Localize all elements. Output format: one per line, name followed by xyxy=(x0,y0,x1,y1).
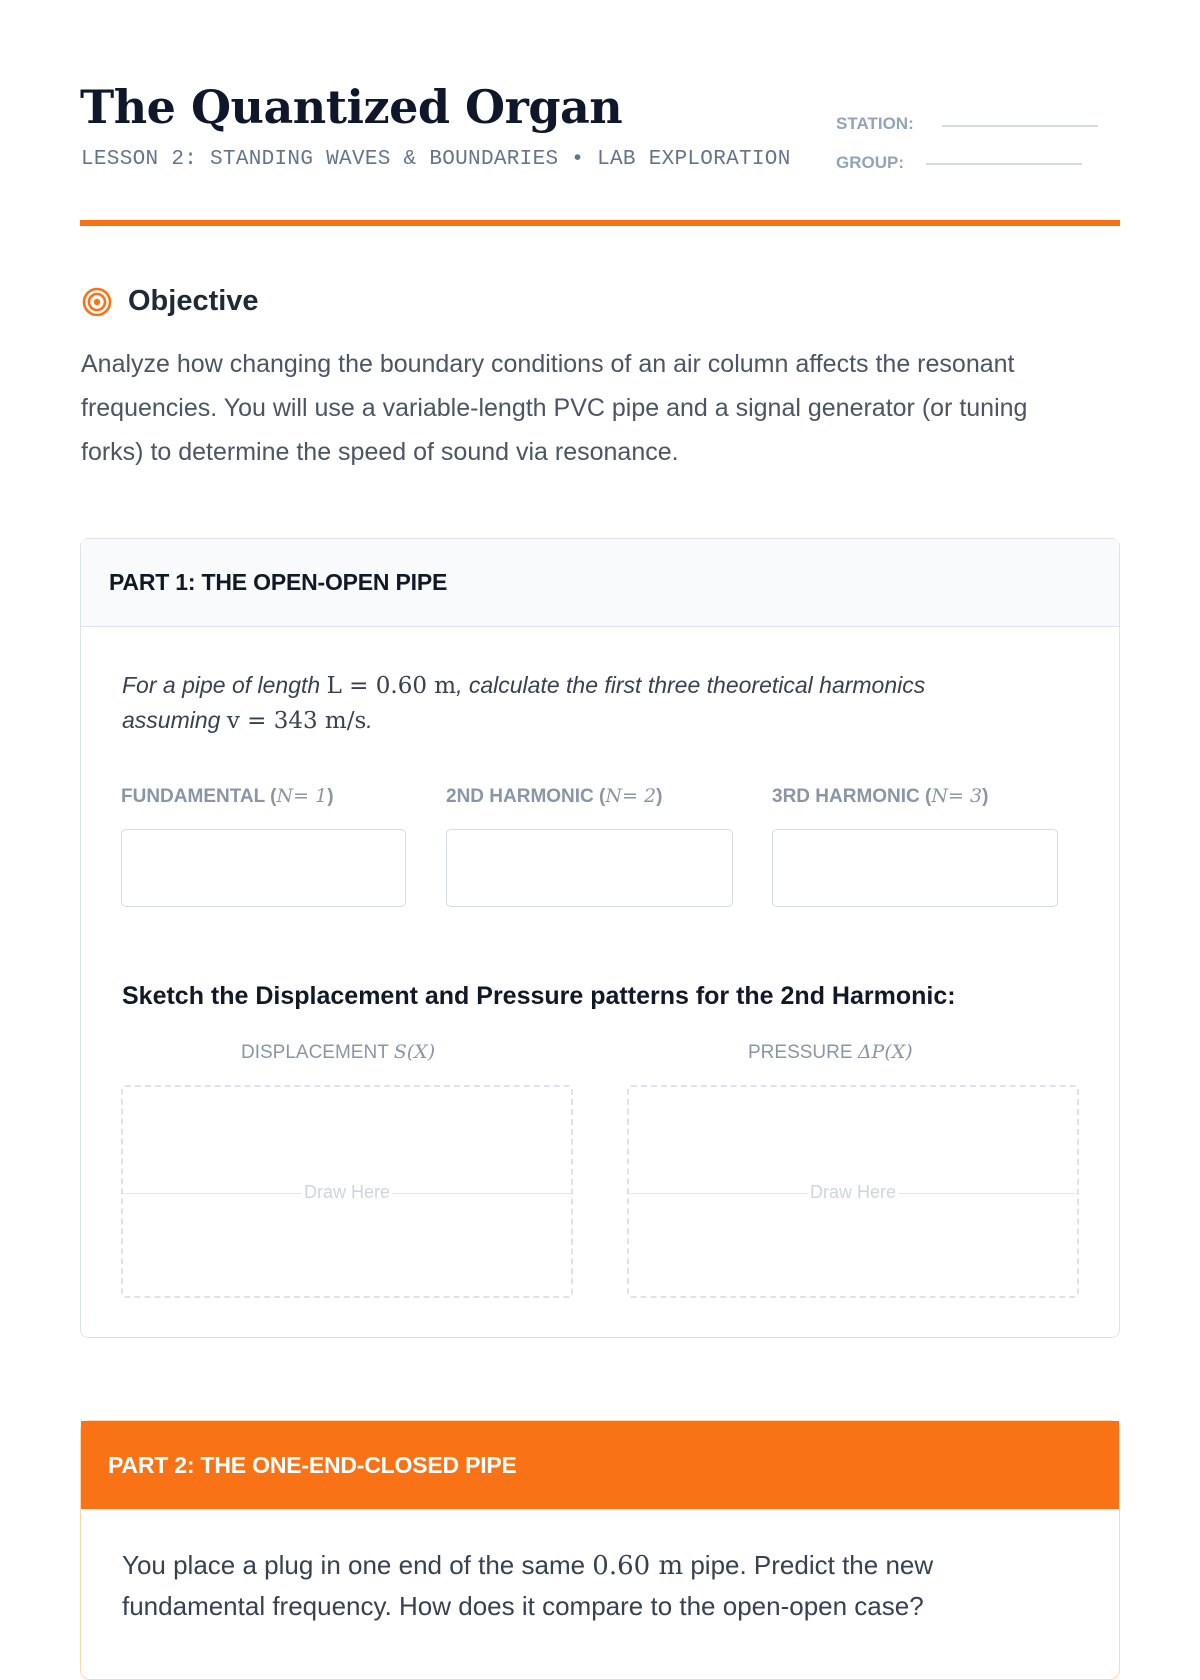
part1-title: PART 1: THE OPEN-OPEN PIPE xyxy=(109,569,448,595)
part1-instructions: For a pipe of length L = 0.60 m, calculate the first three theoretical harmonics assuming v = 343 m/s. xyxy=(122,672,926,734)
target-icon xyxy=(82,287,112,317)
displacement-sketch-area[interactable] xyxy=(121,1085,573,1298)
fundamental-input[interactable] xyxy=(121,829,406,907)
part1-header xyxy=(81,539,1119,627)
group-field[interactable] xyxy=(926,163,1082,165)
third-harmonic-input[interactable] xyxy=(772,829,1058,907)
station-label: STATION: xyxy=(836,114,914,133)
page-title: The Quantized Organ xyxy=(80,80,623,134)
objective-heading: Objective xyxy=(128,285,259,317)
station-field[interactable] xyxy=(942,125,1098,127)
group-label: GROUP: xyxy=(836,153,904,172)
part2-question: You place a plug in one end of the same 0.60 m pipe. Predict the new fundamental frequency. How does it compare to the open-open case? xyxy=(122,1550,934,1621)
third-harmonic-label: 3RD HARMONIC (N= 3) xyxy=(772,785,989,807)
header-divider xyxy=(80,220,1120,226)
pressure-label: PRESSURE ΔP(X) xyxy=(748,1041,913,1063)
displacement-label: DISPLACEMENT S(X) xyxy=(241,1041,436,1063)
objective-text: Analyze how changing the boundary conditions of an air column affects the resonant frequencies. You will use a variable-length PVC pipe and a signal generator (or tuning forks) to determine the speed of sound via resonance. xyxy=(81,350,1028,466)
fundamental-label: FUNDAMENTAL (N= 1) xyxy=(121,785,334,807)
second-harmonic-label: 2ND HARMONIC (N= 2) xyxy=(446,785,663,807)
part2-title: PART 2: THE ONE-END-CLOSED PIPE xyxy=(108,1451,517,1478)
part2-header xyxy=(81,1421,1119,1509)
pressure-sketch-area[interactable] xyxy=(627,1085,1079,1298)
draw-here-hint: Draw Here xyxy=(809,1182,897,1202)
draw-here-hint: Draw Here xyxy=(303,1182,391,1202)
second-harmonic-input[interactable] xyxy=(446,829,733,907)
lesson-subtitle: LESSON 2: STANDING WAVES & BOUNDARIES • LAB EXPLORATION xyxy=(81,148,791,171)
sketch-prompt: Sketch the Displacement and Pressure patterns for the 2nd Harmonic: xyxy=(122,982,956,1010)
